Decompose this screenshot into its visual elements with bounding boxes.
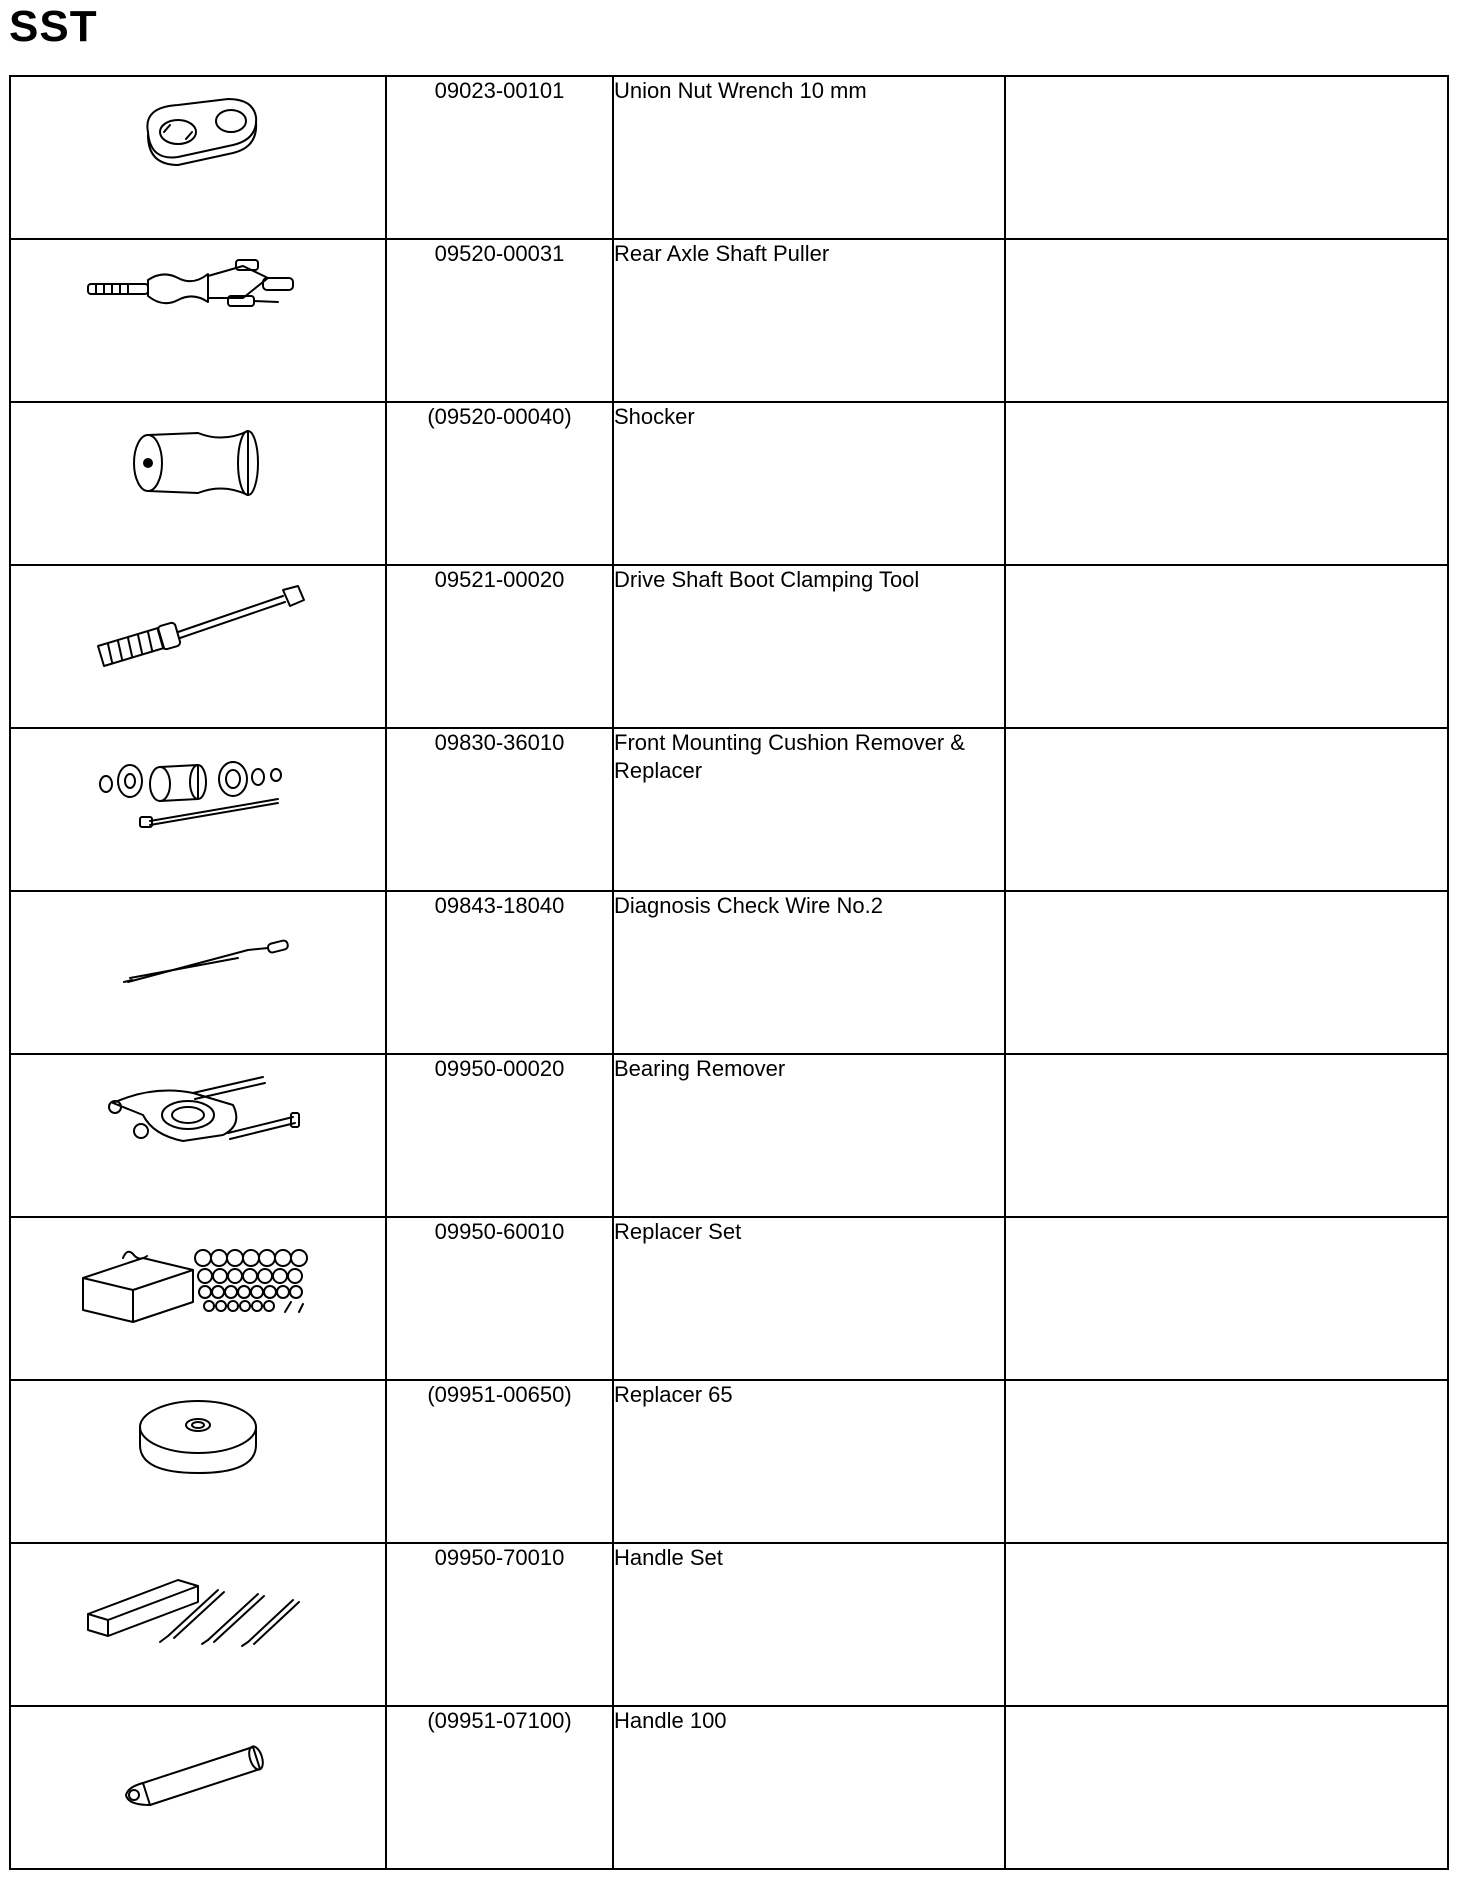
union-nut-wrench-icon — [78, 77, 318, 187]
tool-name: Bearing Remover — [613, 1054, 1005, 1217]
part-number: 09023-00101 — [386, 76, 613, 239]
tool-illustration-cell — [10, 1217, 386, 1380]
page-title: SST — [9, 2, 98, 51]
tool-name: Handle Set — [613, 1543, 1005, 1706]
part-number: 09950-60010 — [386, 1217, 613, 1380]
part-number: (09951-07100) — [386, 1706, 613, 1869]
tool-illustration-cell — [10, 402, 386, 565]
tool-illustration-cell — [10, 1706, 386, 1869]
tool-name: Union Nut Wrench 10 mm — [613, 76, 1005, 239]
notes-cell — [1005, 76, 1448, 239]
tool-name: Shocker — [613, 402, 1005, 565]
tool-name: Handle 100 — [613, 1706, 1005, 1869]
tool-illustration-cell — [10, 76, 386, 239]
tool-illustration-cell — [10, 728, 386, 891]
notes-cell — [1005, 402, 1448, 565]
cushion-remover-icon — [88, 729, 308, 839]
part-number: 09521-00020 — [386, 565, 613, 728]
notes-cell — [1005, 891, 1448, 1054]
sst-table — [9, 75, 1449, 1870]
notes-cell — [1005, 239, 1448, 402]
tool-name: Diagnosis Check Wire No.2 — [613, 891, 1005, 1054]
part-number: (09951-00650) — [386, 1380, 613, 1543]
tool-name: Replacer 65 — [613, 1380, 1005, 1543]
tool-illustration-cell — [10, 239, 386, 402]
notes-cell — [1005, 1380, 1448, 1543]
tool-illustration-cell — [10, 1380, 386, 1543]
tool-illustration-cell — [10, 1543, 386, 1706]
part-number: 09950-70010 — [386, 1543, 613, 1706]
table-row — [10, 891, 1448, 1054]
check-wire-icon — [98, 892, 298, 1002]
notes-cell — [1005, 565, 1448, 728]
table-row — [10, 76, 1448, 239]
tool-name: Drive Shaft Boot Clamping Tool — [613, 565, 1005, 728]
part-number: 09843-18040 — [386, 891, 613, 1054]
table-row — [10, 239, 1448, 402]
notes-cell — [1005, 1054, 1448, 1217]
handle-set-icon — [68, 1544, 328, 1654]
part-number: 09950-00020 — [386, 1054, 613, 1217]
tool-name: Front Mounting Cushion Remover & Replacer — [613, 728, 1005, 891]
tool-illustration-cell — [10, 565, 386, 728]
part-number: 09830-36010 — [386, 728, 613, 891]
notes-cell — [1005, 1217, 1448, 1380]
tool-name: Rear Axle Shaft Puller — [613, 239, 1005, 402]
table-row — [10, 565, 1448, 728]
table-row — [10, 402, 1448, 565]
table-row — [10, 728, 1448, 891]
notes-cell — [1005, 1543, 1448, 1706]
table-row — [10, 1054, 1448, 1217]
shocker-icon — [98, 403, 298, 513]
tool-illustration-cell — [10, 1054, 386, 1217]
boot-clamping-tool-icon — [68, 566, 328, 676]
notes-cell — [1005, 1706, 1448, 1869]
tool-name: Replacer Set — [613, 1217, 1005, 1380]
table-row — [10, 1217, 1448, 1380]
table-row — [10, 1543, 1448, 1706]
replacer-set-icon — [63, 1218, 333, 1328]
table-row — [10, 1706, 1448, 1869]
replacer-disc-icon — [98, 1381, 298, 1491]
tool-illustration-cell — [10, 891, 386, 1054]
bearing-remover-icon — [83, 1055, 313, 1165]
axle-shaft-puller-icon — [68, 240, 328, 340]
handle-icon — [88, 1707, 308, 1817]
notes-cell — [1005, 728, 1448, 891]
table-row — [10, 1380, 1448, 1543]
part-number: (09520-00040) — [386, 402, 613, 565]
part-number: 09520-00031 — [386, 239, 613, 402]
